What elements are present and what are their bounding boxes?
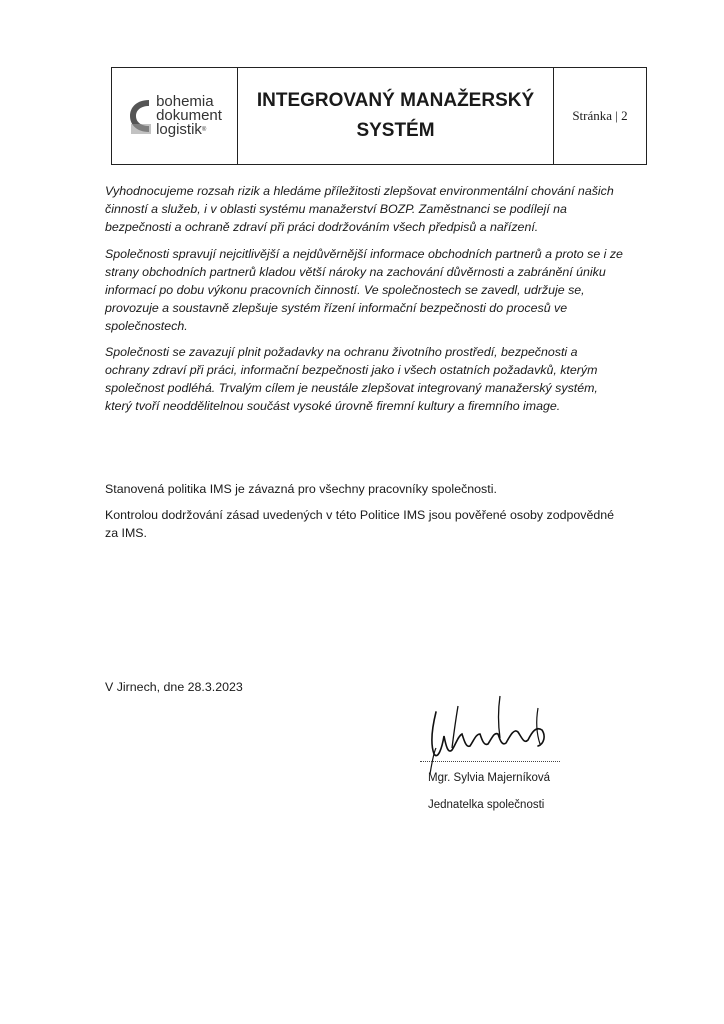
logo-line-3: logistik <box>156 121 202 138</box>
paragraph-policy-control: Kontrolou dodržování zásad uvedených v této Politice IMS jsou pověřené osoby zodpovědné za IMS. <box>105 508 615 540</box>
logo-c-icon <box>127 96 153 136</box>
logo-line-2: dokument <box>156 107 222 124</box>
page-number: Stránka | 2 <box>572 108 628 123</box>
logo-line-1: bohemia <box>156 93 214 110</box>
signature-line <box>420 761 560 762</box>
document-title: INTEGROVANÝ MANAŽERSKÝ SYSTÉM <box>256 90 535 141</box>
registered-mark: ® <box>201 127 207 133</box>
paragraph-information-security: Společnosti spravují nejcitlivější a nejdůvěrnější informace obchodních partnerů a proto se i ze strany obchodních partnerů kladou větší nároky na zachování důvěrnosti a zabránění úniku informací po dobu výkonu pracovních činností. Ve společnostech se zavedl, udržuje se, provozuje a soustavně zlepšuje systém řízení informační bezpečnosti do procesů ve společnostech. <box>105 247 623 333</box>
handwritten-signature <box>418 688 568 783</box>
signer-name: Mgr. Sylvia Majerníková <box>428 772 551 784</box>
company-logo <box>127 95 222 137</box>
paragraph-commitments: Společnosti se zavazují plnit požadavky na ochranu životního prostředí, bezpečnosti a ochrany zdraví při práci, informační bezpečnosti jako i všech ostatních požadavků, kterým společnost podléhá. Trvalým cílem je neustále zlepšovat integrovaný manažerský systém, který tvoří neoddělitelnou součást vysoké úrovně firemní kultury a firemního image. <box>105 345 598 413</box>
title-cell <box>238 68 554 164</box>
logo-text <box>156 95 222 137</box>
logo-cell <box>112 68 238 164</box>
paragraph-policy-binding: Stanovená politika IMS je závazná pro všechny pracovníky společnosti. <box>105 482 497 496</box>
place-date: V Jirnech, dne 28.3.2023 <box>105 680 243 694</box>
paragraph-risks: Vyhodnocujeme rozsah rizik a hledáme příležitosti zlepšovat environmentální chování našich činností a služeb, i v oblasti systému manažerství BOZP. Zaměstnanci se podílejí na bezpečnosti a ochraně zdraví při práci dodržováním všech předpisů a nařízení. <box>105 184 614 234</box>
document-header <box>111 67 647 165</box>
signer-role: Jednatelka společnosti <box>428 799 545 811</box>
